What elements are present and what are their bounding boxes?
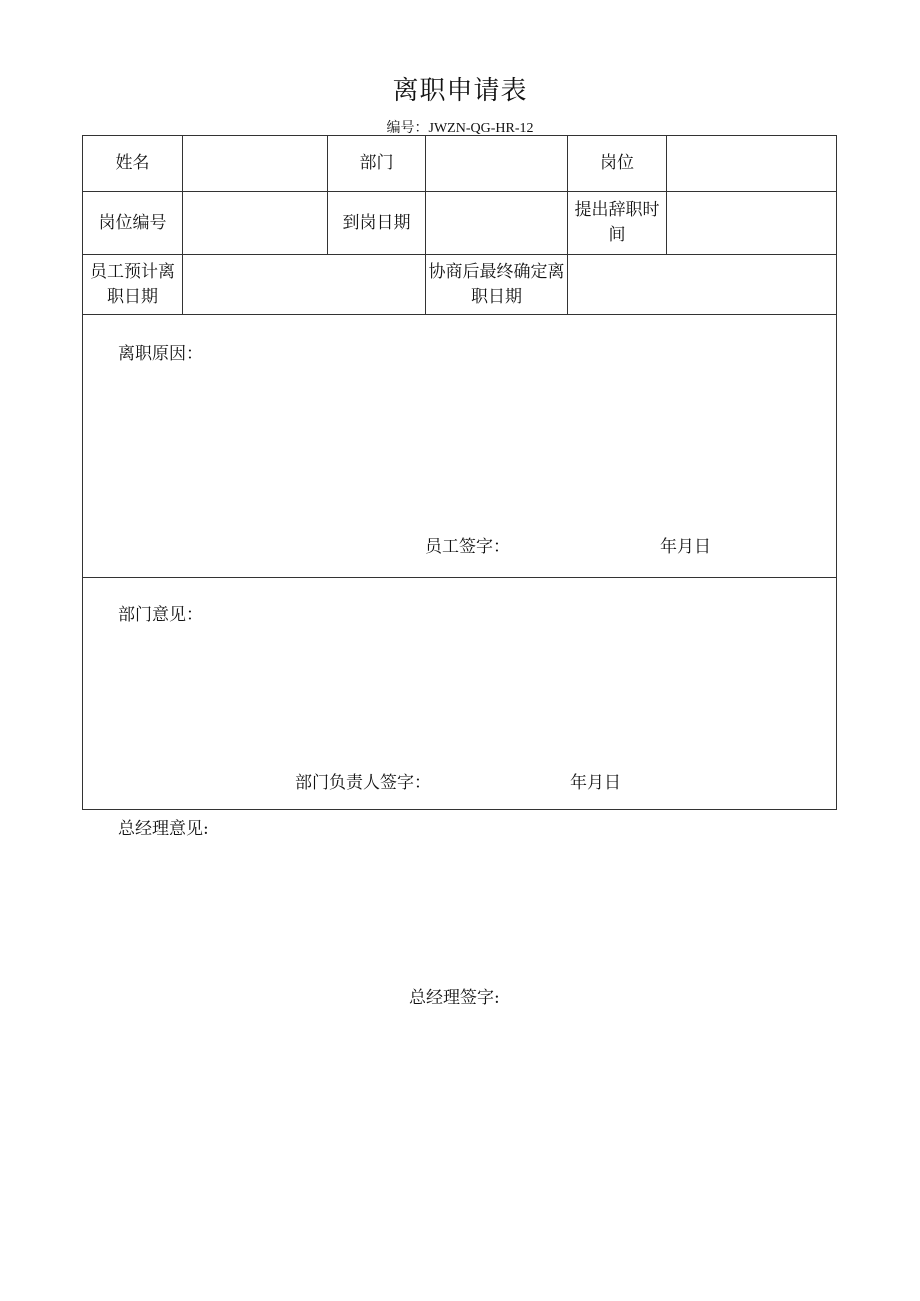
gm-opinion-label: 总经理意见: <box>118 819 209 839</box>
expected-leave-date-label: 员工预计离职日期 <box>90 261 175 307</box>
employee-signature-label: 员工签字： <box>425 537 510 557</box>
gm-signature-label: 总经理签字: <box>409 988 500 1008</box>
start-date-field[interactable] <box>426 192 567 254</box>
employee-signature-date: 年月日 <box>660 537 711 557</box>
form-title: 离职申请表 <box>392 76 528 106</box>
gm-opinion-area[interactable] <box>83 812 836 1012</box>
resign-submit-time-field[interactable] <box>667 192 836 254</box>
reason-label: 离职原因： <box>118 344 203 364</box>
department-field[interactable] <box>426 136 567 191</box>
position-number-label: 岗位编号 <box>98 212 167 233</box>
start-date-label: 到岗日期 <box>342 212 411 233</box>
department-opinion-label: 部门意见： <box>118 605 203 625</box>
position-label: 岗位 <box>600 153 634 173</box>
expected-leave-date-field[interactable] <box>183 255 425 314</box>
department-label: 部门 <box>359 153 394 173</box>
name-label: 姓名 <box>115 153 150 173</box>
department-head-signature-label: 部门负责人签字： <box>295 773 431 793</box>
resign-submit-time-label: 提出辞职时间 <box>574 200 660 245</box>
final-leave-date-field[interactable] <box>568 255 836 314</box>
form-code-value: JWZN-QG-HR-12 <box>428 121 534 136</box>
name-field[interactable] <box>183 136 327 191</box>
department-head-signature-date: 年月日 <box>570 773 621 793</box>
form-code-label: 编号： <box>386 121 429 136</box>
form-code <box>0 117 920 137</box>
position-number-field[interactable] <box>183 192 327 254</box>
final-leave-date-label: 协商后最终确定离职日期 <box>428 261 565 307</box>
position-field[interactable] <box>667 136 836 191</box>
